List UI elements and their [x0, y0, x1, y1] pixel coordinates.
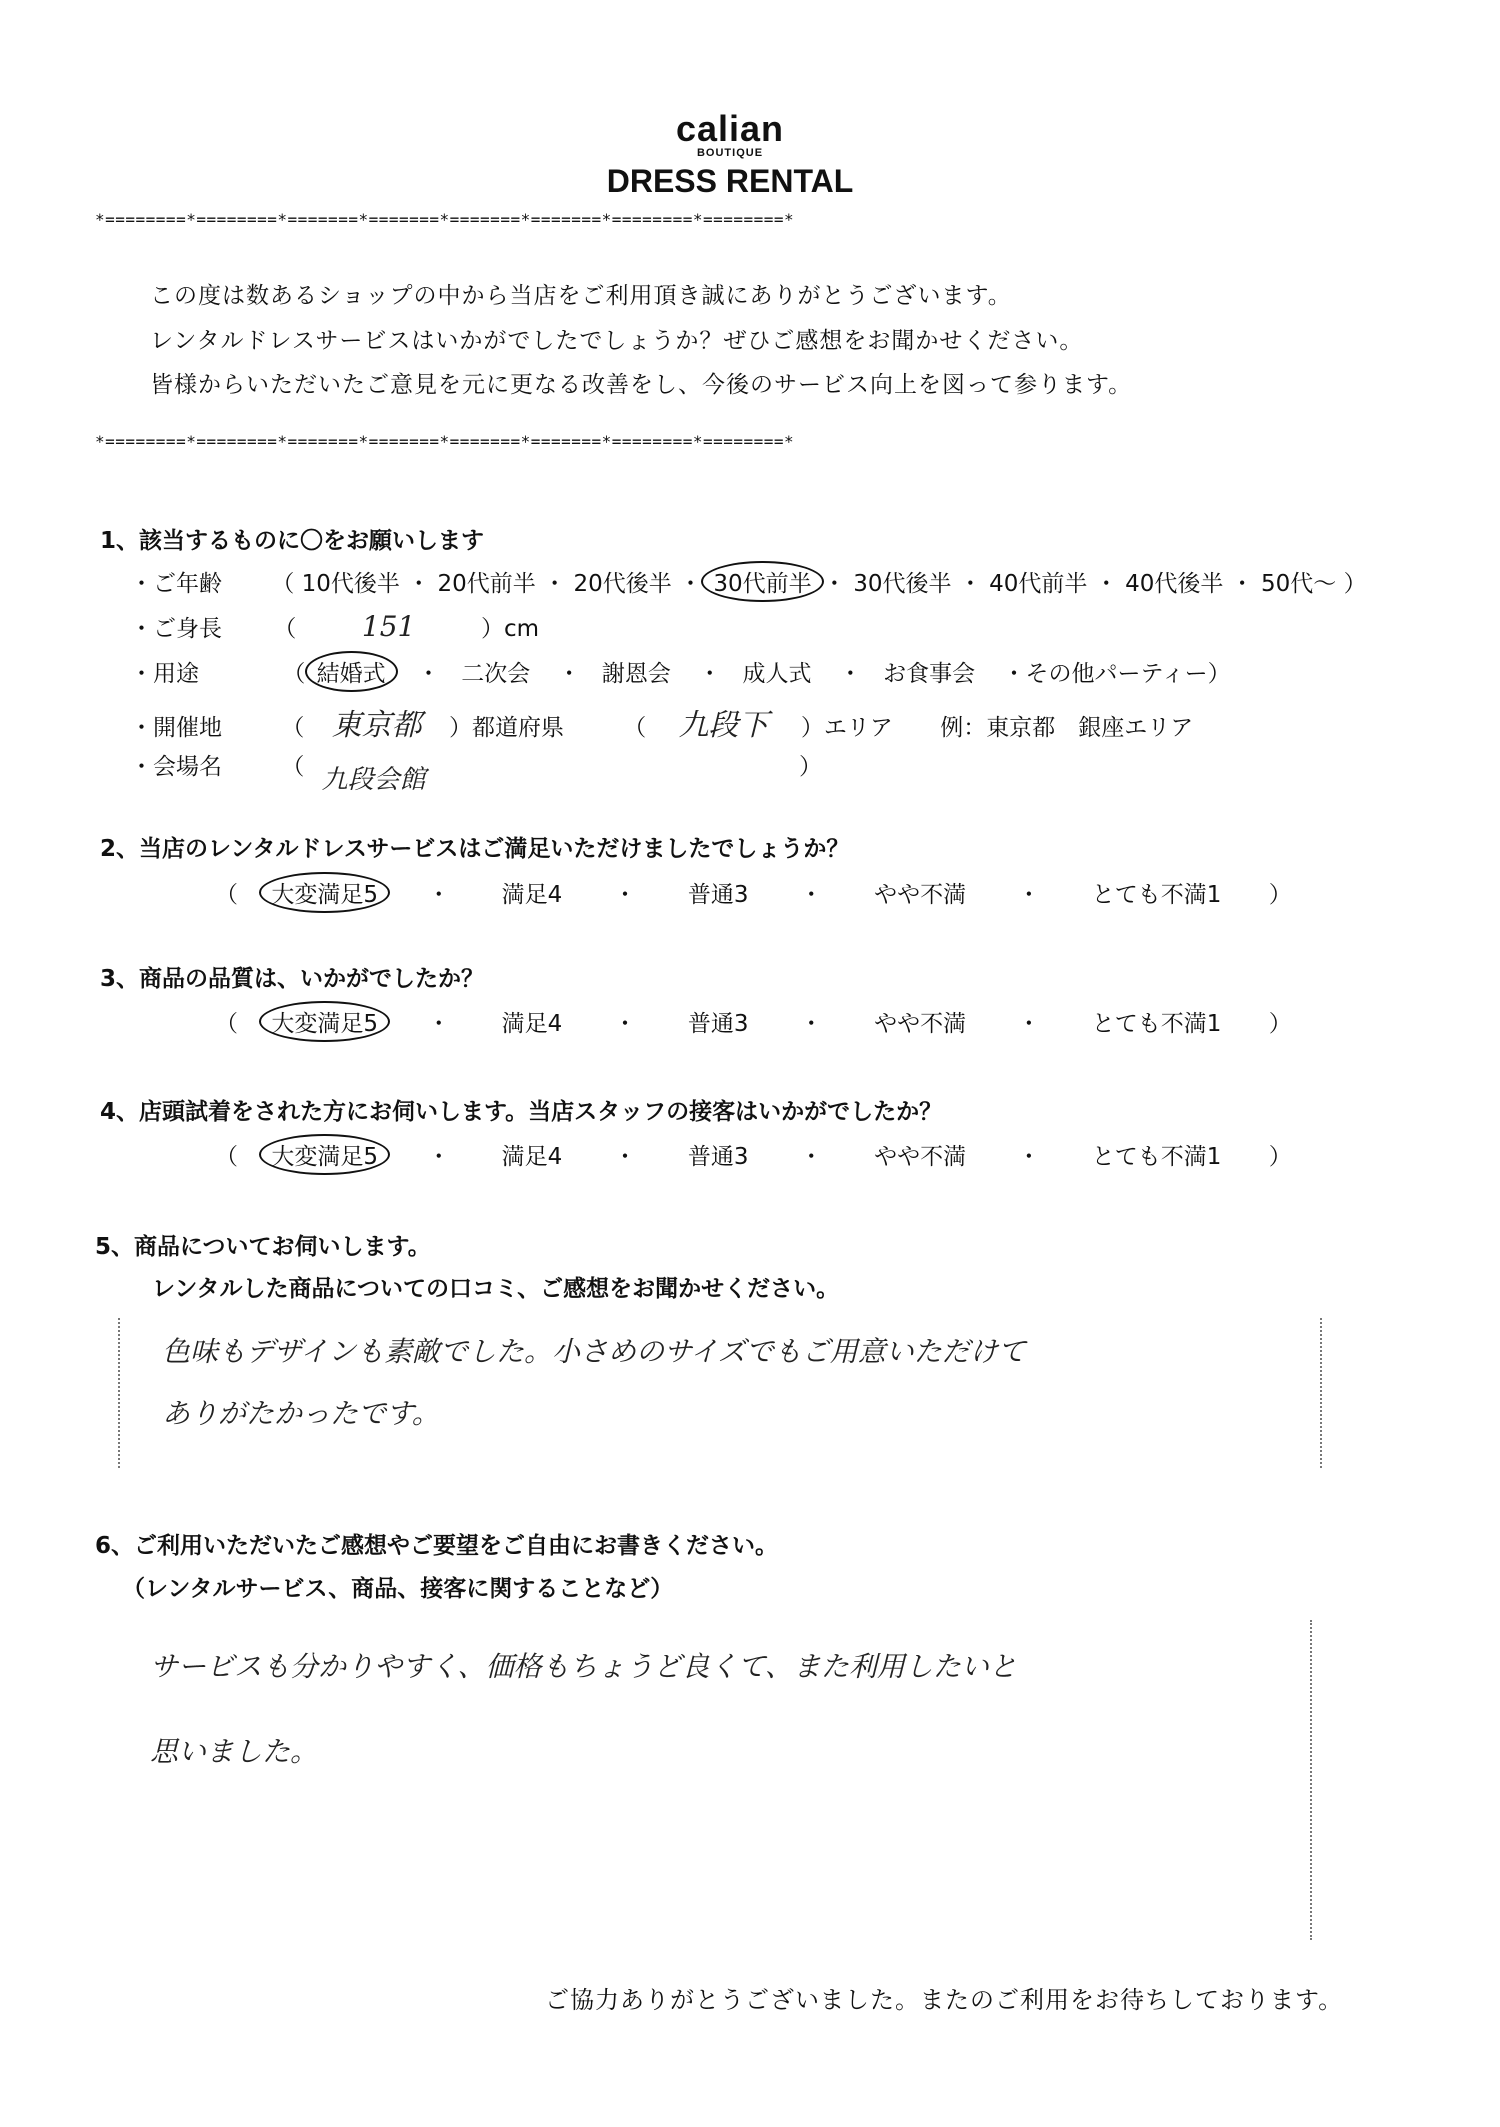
- rating-option[interactable]: 普通3: [687, 1144, 749, 1170]
- q1-venue-name-row: [130, 745, 822, 795]
- purpose-option[interactable]: お食事会: [883, 661, 976, 687]
- q3-title: 3、商品の品質は、いかがでしたか？: [100, 966, 485, 992]
- rating-option[interactable]: 普通3: [687, 1011, 749, 1037]
- purpose-label: ・用途: [130, 661, 199, 687]
- q6-subtitle: （レンタルサービス、商品、接客に関することなど）: [122, 1576, 674, 1602]
- venue-name-label: ・会場名: [130, 754, 222, 780]
- rating-option[interactable]: 満足4: [501, 882, 563, 908]
- age-label: ・ご年齢: [130, 571, 222, 597]
- q4-title: 4、店頭試着をされた方にお伺いします。当店スタッフの接客はいかがでしたか？: [100, 1099, 943, 1125]
- brand-sub: BOUTIQUE: [696, 147, 764, 159]
- rating-option[interactable]: やや不満: [874, 882, 967, 908]
- age-option[interactable]: 40代前半: [989, 571, 1088, 597]
- q4-ratings: （ 大変満足5 ・ 満足4 ・ 普通3 ・ やや不満 ・ とても不満1 ）: [215, 1138, 1315, 1171]
- rating-option[interactable]: 普通3: [687, 882, 749, 908]
- age-option[interactable]: 40代後半: [1125, 571, 1224, 597]
- divider-bottom: *========*========*=======*=======*=======*=======*========*========*: [95, 432, 795, 451]
- brand-logo: calian: [675, 108, 785, 149]
- purpose-option[interactable]: ・その他パーティー）: [1002, 661, 1231, 687]
- prefecture-suffix: ）都道府県: [448, 715, 564, 741]
- venue-name-value[interactable]: 九段会館: [321, 765, 426, 795]
- q2-title: 2、当店のレンタルドレスサービスはご満足いただけましたでしょうか？: [100, 836, 850, 862]
- age-option[interactable]: 20代後半: [573, 571, 672, 597]
- rating-option[interactable]: 満足4: [501, 1011, 563, 1037]
- purpose-option[interactable]: 謝恩会: [601, 661, 671, 687]
- purpose-option-selected[interactable]: 結婚式: [305, 651, 398, 692]
- q5-title: 5、商品についてお伺いします。: [95, 1234, 431, 1260]
- q3-ratings: （ 大変満足5 ・ 満足4 ・ 普通3 ・ やや不満 ・ とても不満1 ）: [215, 1005, 1315, 1038]
- intro-line-2: レンタルドレスサービスはいかがでしたでしょうか？ぜひご感想をお聞かせください。: [150, 328, 1084, 354]
- venue-area-open: （: [281, 715, 305, 741]
- q5-subtitle: レンタルした商品についての口コミ、ご感想をお聞かせください。: [152, 1276, 840, 1302]
- q2-ratings: （ 大変満足5 ・ 満足4 ・ 普通3 ・ やや不満 ・ とても不満1 ）: [215, 876, 1315, 909]
- q6-answer-box[interactable]: [1280, 1620, 1312, 1940]
- q5-answer-line-1: 色味もデザインも素敵でした。小さめのサイズでもご用意いただけて: [162, 1335, 1026, 1368]
- height-close: ）cm: [480, 616, 539, 642]
- q1-age-row: ・ご年齢 （ 10代後半 ・ 20代前半 ・ 20代後半 ・ 30代前半 ・ 30代後半 ・ 40代前半 ・ 40代後半 ・ 50代～ ）: [130, 565, 1430, 598]
- q1-height-row: [130, 610, 539, 643]
- prefecture-value[interactable]: 東京都: [331, 708, 422, 743]
- height-open: （: [273, 616, 297, 642]
- rating-option[interactable]: やや不満: [874, 1011, 967, 1037]
- venue-example: 例：東京都 銀座エリア: [940, 715, 1194, 741]
- rating-option-selected[interactable]: 大変満足5: [259, 1001, 390, 1042]
- rating-option-selected[interactable]: 大変満足5: [259, 1134, 390, 1175]
- age-open: （: [271, 571, 295, 597]
- age-option[interactable]: 50代～: [1260, 571, 1337, 597]
- q1-venue-area-row: [130, 700, 1193, 744]
- height-label: ・ご身長: [130, 616, 222, 642]
- footer-thanks: ご協力ありがとうございました。またのご利用をお待ちしております。: [545, 1986, 1344, 2014]
- venue-area-label: ・開催地: [130, 715, 222, 741]
- purpose-option[interactable]: 成人式: [742, 661, 812, 687]
- rating-option[interactable]: やや不満: [874, 1144, 967, 1170]
- rating-option-selected[interactable]: 大変満足5: [259, 872, 390, 913]
- rating-option[interactable]: とても不満1: [1091, 1011, 1222, 1037]
- purpose-option[interactable]: 二次会: [461, 661, 531, 687]
- divider-top: *========*========*=======*=======*=======*=======*========*========*: [95, 210, 795, 229]
- purpose-open: （: [282, 661, 306, 687]
- page-title: DRESS RENTAL: [606, 163, 854, 199]
- q6-title: 6、ご利用いただいたご感想やご要望をご自由にお書きください。: [95, 1533, 779, 1559]
- area-suffix: ）エリア: [800, 715, 893, 741]
- rating-option[interactable]: とても不満1: [1091, 1144, 1222, 1170]
- age-close: ）: [1343, 571, 1367, 597]
- height-value[interactable]: 151: [361, 610, 416, 643]
- intro-line-3: 皆様からいただいたご意見を元に更なる改善をし、今後のサービス向上を図って参ります。: [150, 372, 1133, 398]
- age-option[interactable]: 30代後半: [853, 571, 952, 597]
- q1-purpose-row: ・用途 （ 結婚式 ・ 二次会 ・ 謝恩会 ・ 成人式 ・ お食事会 ・その他パーティー）: [130, 655, 1231, 688]
- intro-line-1: この度は数あるショップの中から当店をご利用頂き誠にありがとうございます。: [150, 283, 1012, 309]
- area-open: （: [623, 715, 647, 741]
- venue-name-open: （: [281, 754, 305, 780]
- rating-option[interactable]: 満足4: [501, 1144, 563, 1170]
- age-option[interactable]: 20代前半: [437, 571, 536, 597]
- q6-answer-line-1: サービスも分かりやすく、価格もちょうど良くて、また利用したいと: [150, 1650, 1017, 1683]
- age-option[interactable]: 10代後半: [301, 571, 400, 597]
- q5-answer-line-2: ありがたかったです。: [162, 1397, 440, 1430]
- age-option-selected[interactable]: 30代前半: [701, 561, 823, 602]
- q6-answer-line-2: 思いました。: [150, 1735, 319, 1768]
- rating-option[interactable]: とても不満1: [1091, 882, 1222, 908]
- venue-name-close: ）: [798, 754, 822, 780]
- area-value[interactable]: 九段下: [678, 708, 769, 743]
- q1-title: 1、該当するものに〇をお願いします: [100, 528, 485, 554]
